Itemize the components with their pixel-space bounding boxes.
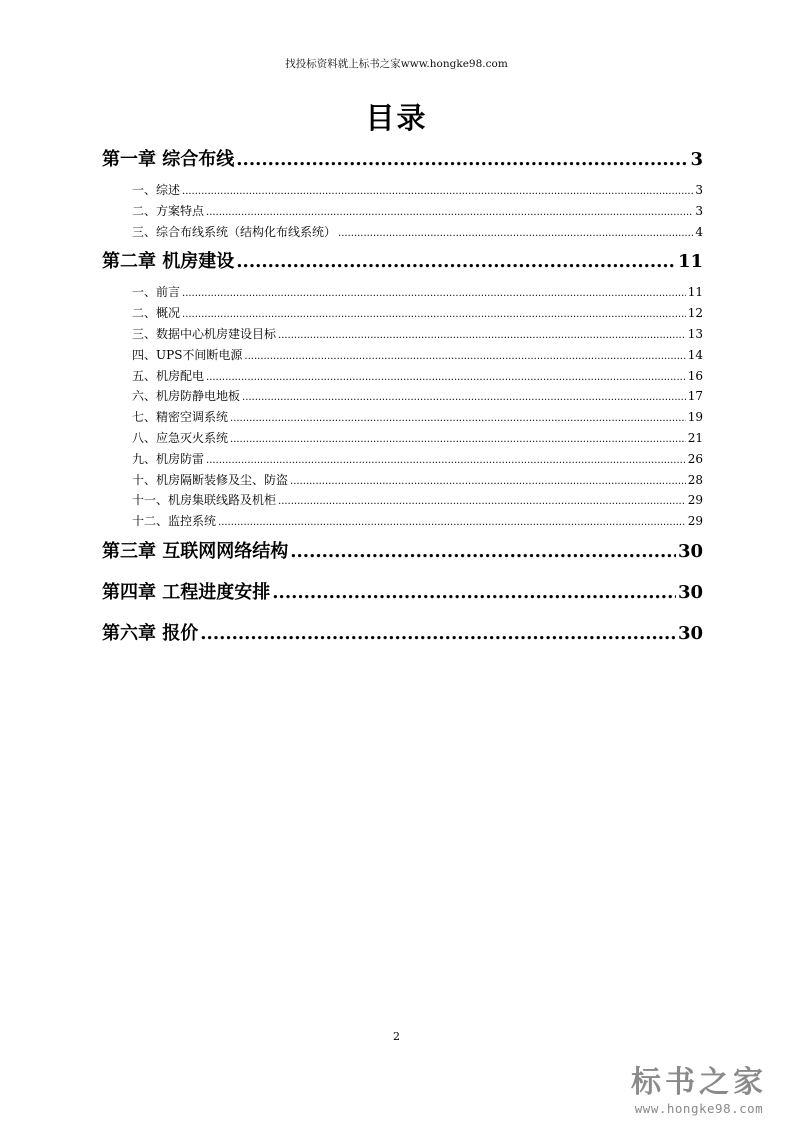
toc-section[interactable] [102,490,703,511]
dot-leader [290,470,686,493]
toc-section-label: 一、前言 [132,285,181,300]
toc-page-number: 11 [687,285,703,300]
toc-section[interactable] [102,345,703,366]
toc-section[interactable] [102,366,703,387]
watermark-logo-text: 标书之家 [631,1065,767,1100]
dot-leader [236,146,688,173]
watermark-logo [619,1065,779,1116]
toc-chapter-3[interactable] [102,538,703,565]
toc-page-number: 30 [677,622,703,644]
toc-section-label: 五、机房配电 [132,368,205,383]
toc-chapter-2[interactable] [102,248,703,275]
toc-page-number: 13 [687,326,703,341]
toc-page-number: 30 [677,581,703,603]
toc-section-label: 三、综合布线系统（结构化布线系统） [132,224,337,239]
dot-leader [278,324,686,347]
toc-chapter-label: 第一章 综合布线 [102,149,235,170]
toc-section-label: 八、应急灭火系统 [132,430,229,445]
toc-page-number: 19 [687,410,703,425]
toc-section[interactable] [102,428,703,449]
toc-page-number: 30 [677,540,703,562]
watermark-url: www.hongke98.com [634,1101,764,1116]
toc-section-label: 十、机房隔断装修及尘、防盗 [132,472,289,487]
dot-leader [182,303,686,326]
toc-section-label: 四、UPS不间断电源 [132,347,243,362]
dot-leader [242,386,686,409]
toc-section-label: 九、机房防雷 [132,451,205,466]
toc-page-number: 26 [687,451,703,466]
dot-leader [290,538,676,565]
toc-section[interactable] [102,201,703,222]
toc-section[interactable] [102,511,703,532]
page-header: 找投标资料就上标书之家www.hongke98.com [285,58,508,70]
dot-leader [182,282,686,305]
page-title: 目录 [365,101,428,135]
toc-section[interactable] [102,386,703,407]
toc-section-label: 十一、机房集联线路及机柜 [132,493,277,508]
toc-section[interactable] [102,282,703,303]
dot-leader [230,428,686,451]
toc-section[interactable] [102,303,703,324]
dot-leader [200,620,676,647]
toc-chapter-4[interactable] [102,579,703,606]
toc-section[interactable] [102,180,703,201]
toc-page-number: 29 [687,493,703,508]
toc-section-label: 六、机房防静电地板 [132,389,241,404]
toc-section[interactable] [102,222,703,243]
toc-page-number: 29 [687,514,703,529]
dot-leader [244,345,685,368]
toc-page-number: 16 [687,368,703,383]
dot-leader [206,366,686,389]
toc-page-number: 17 [687,389,703,404]
toc-page-number: 3 [690,149,703,170]
toc-page-number: 14 [687,347,703,362]
toc-page-number: 3 [695,203,703,218]
dot-leader [338,222,693,245]
toc-section-label: 十二、监控系统 [132,514,217,529]
dot-leader [278,490,686,513]
toc-section-label: 二、概况 [132,306,181,321]
toc-section-label: 二、方案特点 [132,203,205,218]
dot-leader [236,248,676,275]
dot-leader [218,511,686,534]
toc-page-number: 12 [687,306,703,321]
toc-section-label: 七、精密空调系统 [132,410,229,425]
toc-chapter-label: 第四章 工程进度安排 [102,581,271,603]
toc-page-number: 4 [695,224,703,239]
toc-section-label: 一、综述 [132,183,181,197]
dot-leader [272,579,676,606]
toc-chapter-6[interactable] [102,620,703,647]
toc-page-number: 21 [687,430,703,445]
toc-section[interactable] [102,324,703,345]
toc-page-number: 28 [687,472,703,487]
dot-leader [206,201,693,224]
toc-chapter-label: 第二章 机房建设 [102,251,235,273]
toc-chapter-label: 第三章 互联网网络结构 [102,540,289,562]
toc-chapter-label: 第六章 报价 [102,622,199,644]
dot-leader [230,407,686,430]
page-number: 2 [393,1030,400,1043]
toc-chapter-1[interactable] [102,146,703,173]
toc-section[interactable] [102,470,703,491]
dot-leader [206,449,686,472]
dot-leader [182,180,693,203]
table-of-contents [102,146,703,647]
toc-page-number: 3 [695,183,703,197]
toc-section[interactable] [102,407,703,428]
toc-section-label: 三、数据中心机房建设目标 [132,326,277,341]
toc-section[interactable] [102,449,703,470]
toc-page-number: 11 [677,251,703,273]
